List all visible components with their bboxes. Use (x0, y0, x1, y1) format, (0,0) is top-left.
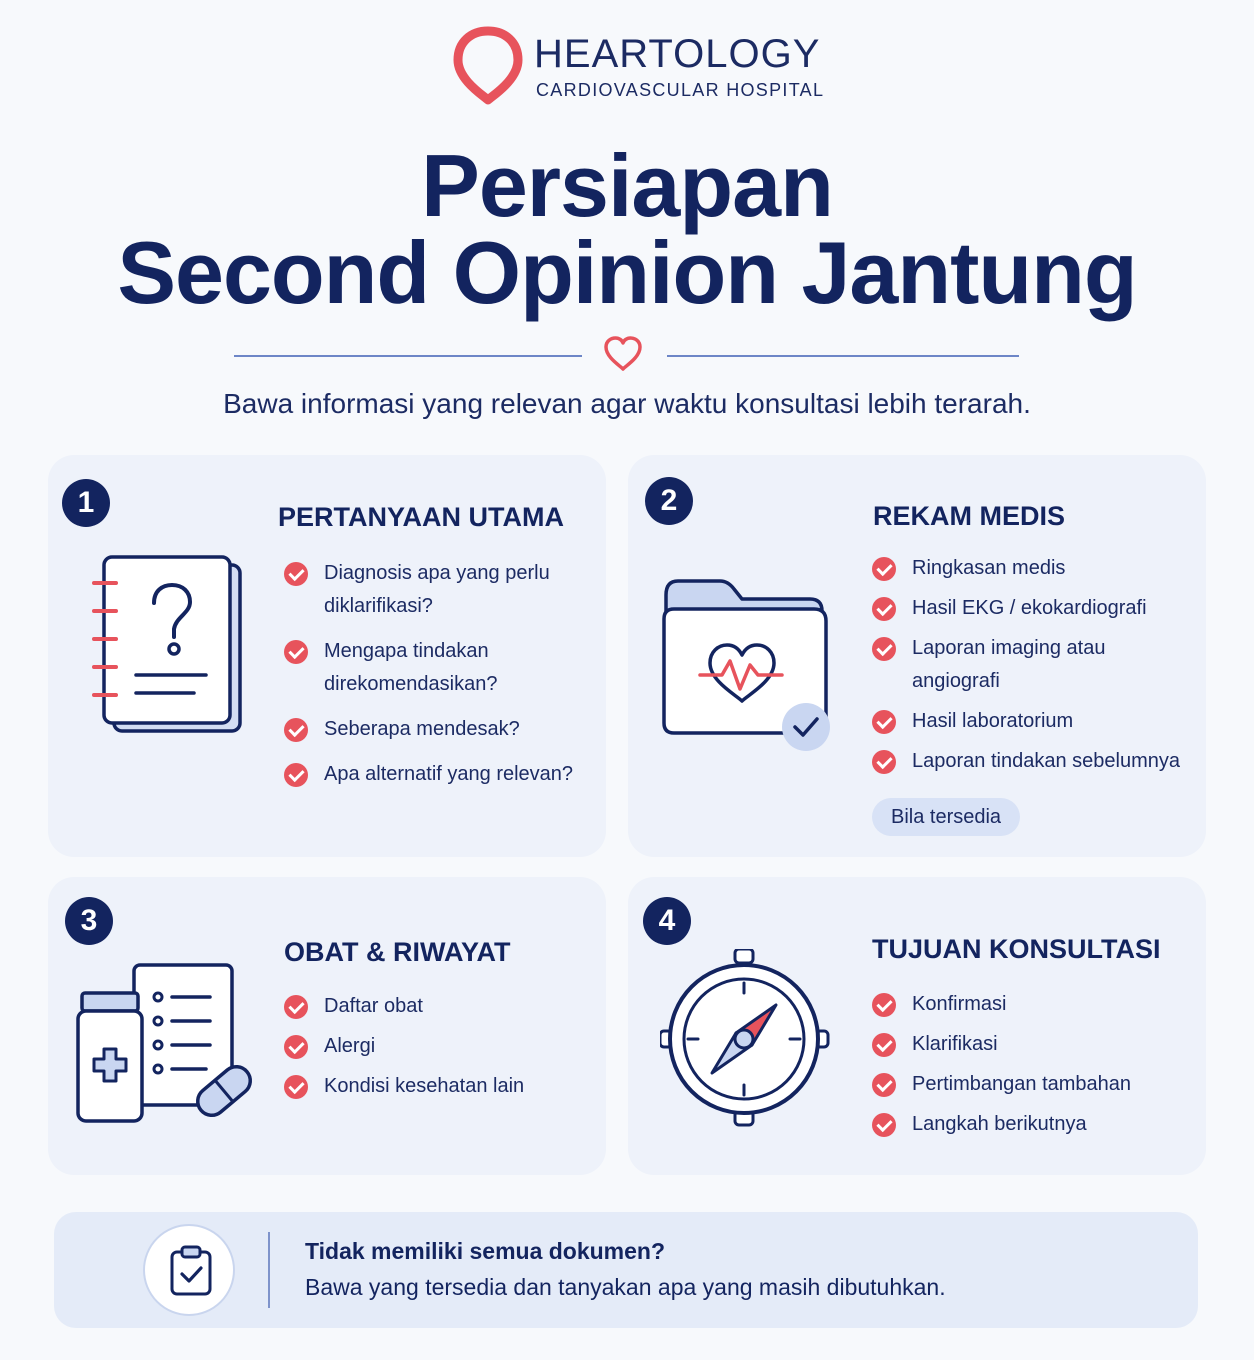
info-note (54, 1212, 1198, 1328)
list-item: Laporan imaging atau angiografi (872, 632, 1122, 698)
check-icon (284, 562, 308, 586)
check-icon (872, 710, 896, 734)
list-item: Diagnosis apa yang perlu diklarifikasi? (284, 557, 604, 623)
notebook-question-icon (88, 551, 248, 741)
card-title: PERTANYAAN UTAMA (278, 502, 565, 532)
list-item: Langkah berikutnya (872, 1108, 1192, 1141)
divider-right (667, 355, 1019, 357)
list-item: Seberapa mendesak? (284, 713, 604, 746)
step-number-badge: 2 (645, 477, 693, 525)
list-item: Ringkasan medis (872, 552, 1202, 585)
card-rekam-medis (628, 455, 1206, 857)
list-item: Hasil laboratorium (872, 705, 1202, 738)
step-number-badge: 4 (643, 897, 691, 945)
clipboard-check-icon (167, 1244, 215, 1298)
check-icon (872, 1113, 896, 1137)
check-icon (872, 1033, 896, 1057)
note-title: Tidak memiliki semua dokumen? (305, 1238, 666, 1264)
check-icon (284, 1035, 308, 1059)
card-title: REKAM MEDIS (873, 501, 1066, 531)
compass-icon (660, 949, 830, 1127)
list-item: Klarifikasi (872, 1028, 1192, 1061)
check-icon (872, 1073, 896, 1097)
step-number-badge: 3 (65, 897, 113, 945)
list-item: Apa alternatif yang relevan? (284, 758, 604, 791)
check-icon (284, 718, 308, 742)
note-text: Bawa yang tersedia dan tanyakan apa yang masih dibutuhkan. (305, 1274, 946, 1300)
check-icon (284, 995, 308, 1019)
medicine-list-icon (76, 961, 256, 1127)
list-item: Laporan tindakan sebelumnya (872, 745, 1202, 778)
brand-name: HEARTOLOGY (534, 32, 821, 76)
card-tujuan-konsultasi (628, 877, 1206, 1175)
heart-icon (601, 334, 645, 374)
medication-history-list (284, 990, 584, 1103)
question-list (284, 557, 604, 791)
divider-left (234, 355, 582, 357)
hospital-logo (452, 26, 825, 106)
medical-records-list (872, 552, 1202, 778)
list-item: Konfirmasi (872, 988, 1192, 1021)
list-item: Daftar obat (284, 990, 584, 1023)
page-title-line-1: Persiapan (421, 136, 833, 235)
note-separator (268, 1232, 270, 1308)
check-icon (872, 637, 896, 661)
check-icon (284, 640, 308, 664)
check-icon (872, 557, 896, 581)
list-item: Mengapa tindakan direkomendasikan? (284, 635, 604, 701)
check-icon (872, 993, 896, 1017)
consultation-goals-list (872, 988, 1192, 1141)
heartology-logo-icon (452, 26, 524, 106)
list-item: Alergi (284, 1030, 584, 1063)
folder-heart-icon (660, 575, 840, 755)
card-pertanyaan-utama (48, 455, 606, 857)
availability-badge: Bila tersedia (872, 798, 1020, 836)
brand-subtitle: CARDIOVASCULAR HOSPITAL (536, 80, 825, 100)
step-number-badge: 1 (62, 479, 110, 527)
check-icon (284, 763, 308, 787)
list-item: Kondisi kesehatan lain (284, 1070, 584, 1103)
card-title: TUJUAN KONSULTASI (872, 934, 1161, 964)
list-item: Hasil EKG / ekokardiografi (872, 592, 1202, 625)
card-obat-riwayat (48, 877, 606, 1175)
list-item: Pertimbangan tambahan (872, 1068, 1192, 1101)
check-icon (872, 750, 896, 774)
card-title: OBAT & RIWAYAT (284, 937, 511, 967)
page-subtitle: Bawa informasi yang relevan agar waktu konsultasi lebih terarah. (223, 388, 1031, 419)
check-icon (872, 597, 896, 621)
note-icon-circle (143, 1224, 235, 1316)
page-title-line-2: Second Opinion Jantung (117, 223, 1137, 322)
check-icon (284, 1075, 308, 1099)
